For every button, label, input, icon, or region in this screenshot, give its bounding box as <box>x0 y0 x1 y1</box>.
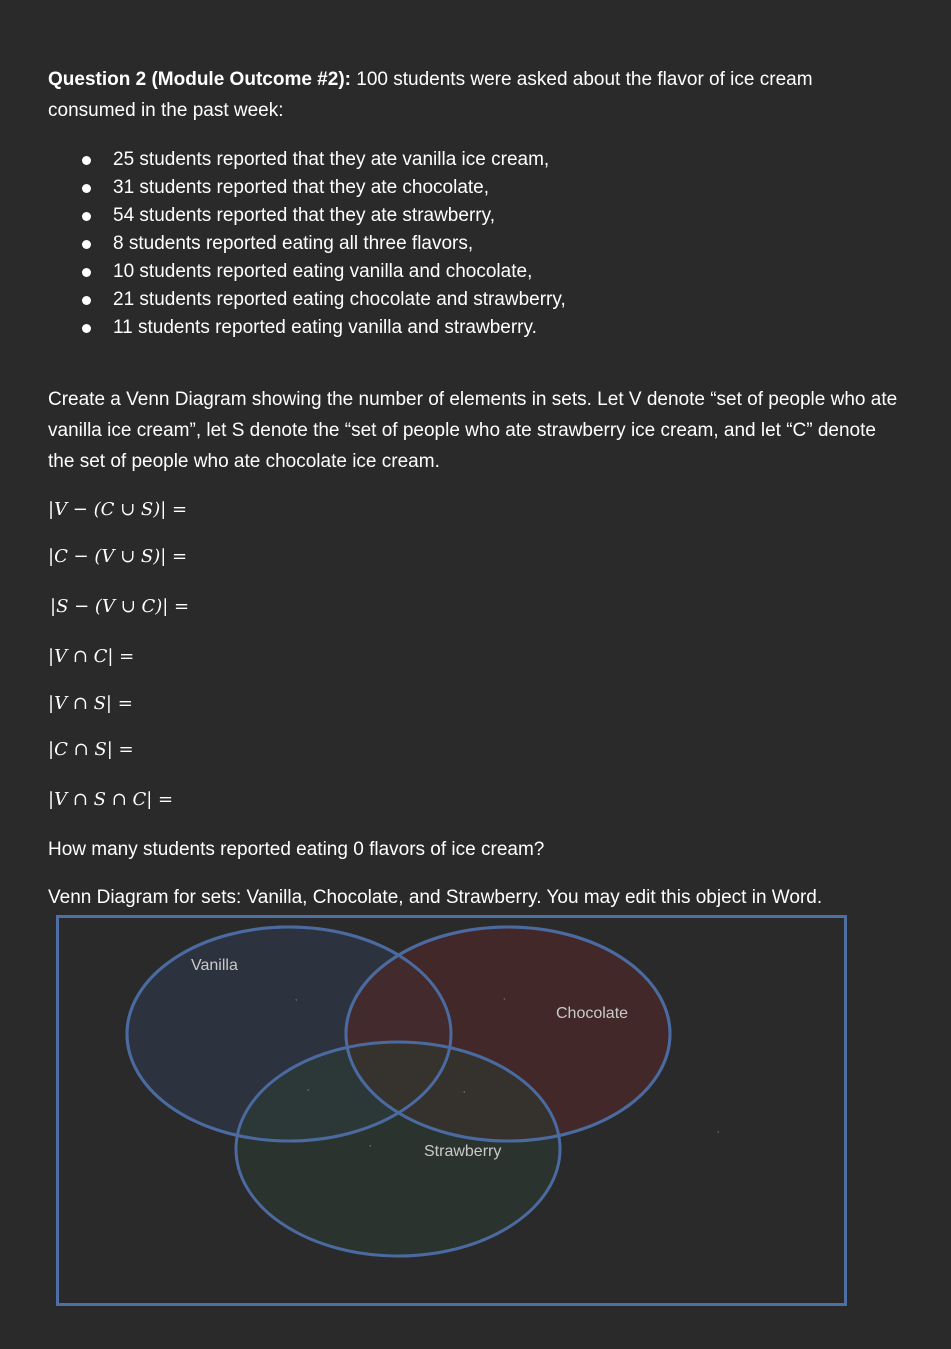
text-cursor-mark: , <box>307 1083 310 1092</box>
text-cursor-mark: , <box>717 1125 720 1134</box>
fact-text: 11 students reported eating vanilla and strawberry. <box>113 317 537 338</box>
zero-flavors-question: How many students reported eating 0 flavors of ice cream? <box>48 839 545 860</box>
text-cursor-mark: , <box>295 993 298 1002</box>
instructions-paragraph: Create a Venn Diagram showing the number of elements in sets. Let V denote “set of people who ate vanilla ice cream”, let S denote the “set of people who ate strawberry ice cream, and let “C” denote the set of people who ate chocolate ice cream. <box>48 389 898 472</box>
question-label: Question 2 (Module Outcome #2): <box>48 69 351 90</box>
text-cursor-mark: , <box>463 1085 466 1094</box>
formula-v-only[interactable]: |V − (C ∪ S)| = <box>48 499 188 520</box>
strawberry-circle[interactable] <box>236 1042 560 1256</box>
text-cursor-mark: , <box>369 1139 372 1148</box>
formula-v-and-s[interactable]: |V ∩ S| = <box>48 693 133 714</box>
fact-text: 31 students reported that they ate chocolate, <box>113 177 490 198</box>
formula-s-only[interactable]: |S − (V ∪ C)| = <box>50 596 190 617</box>
formula-c-only[interactable]: |C − (V ∪ S)| = <box>48 546 188 567</box>
fact-text: 21 students reported eating chocolate and strawberry, <box>113 289 566 310</box>
vanilla-label[interactable]: Vanilla <box>191 957 238 974</box>
diagram-caption: Venn Diagram for sets: Vanilla, Chocolate, and Strawberry. You may edit this object in Word. <box>48 887 823 908</box>
fact-text: 10 students reported eating vanilla and chocolate, <box>113 261 533 282</box>
fact-text: 54 students reported that they ate strawberry, <box>113 205 495 226</box>
formula-v-s-c[interactable]: |V ∩ S ∩ C| = <box>48 789 174 810</box>
strawberry-label[interactable]: Strawberry <box>424 1143 502 1160</box>
chocolate-label[interactable]: Chocolate <box>556 1005 629 1022</box>
question-text: 100 students were asked about the flavor of ice cream consumed in the past week: <box>48 69 813 121</box>
text-cursor-mark: , <box>503 992 506 1001</box>
formula-c-and-s[interactable]: |C ∩ S| = <box>48 739 134 760</box>
fact-text: 25 students reported that they ate vanilla ice cream, <box>113 149 550 170</box>
formula-v-and-c[interactable]: |V ∩ C| = <box>48 646 135 667</box>
fact-text: 8 students reported eating all three flavors, <box>113 233 474 254</box>
